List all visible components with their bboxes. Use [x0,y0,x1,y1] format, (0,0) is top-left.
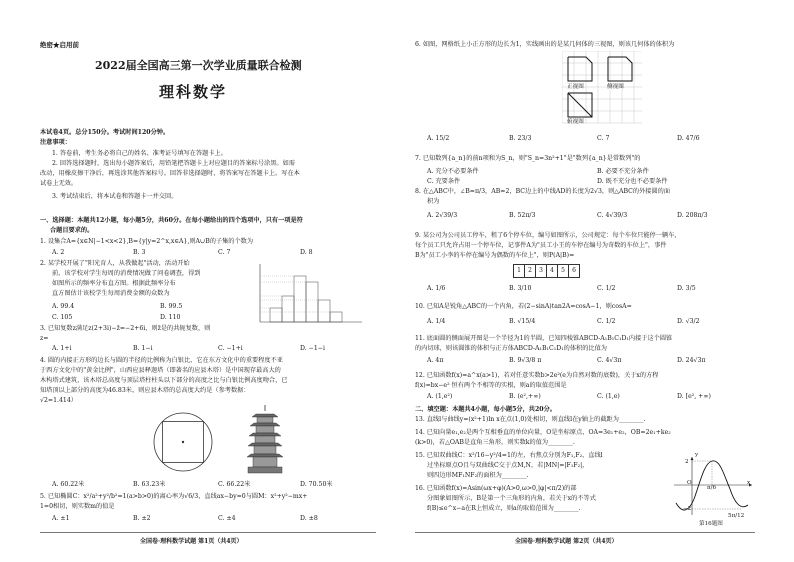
exam-info: 本试卷4页。总分150分。考试时间120分钟。 [40,129,170,136]
q11-option-d[interactable]: D. 24√3π [677,357,706,364]
question-9-line: 9. 某公司为公司员工停车，租了6个停车位，编号如图所示，公司规定：每个车位只能停一辆车， [415,232,681,239]
q9-option-a[interactable]: A. 1/6 [427,285,446,292]
q4-option-b[interactable]: B. 63.23米 [133,481,166,488]
q1-option-c[interactable]: C. 7 [218,249,231,256]
parking-spot: 6 [569,264,580,278]
q5-option-a[interactable]: A. ±1 [52,515,70,522]
question-15-line: 则四边形MF₁NF₂的面积为________. [427,472,529,479]
q6-option-b[interactable]: B. 23/3 [509,135,532,142]
question-6: 6. 如图，网格纸上小正方形的边长为1，实线画出的是某几何体的三视图，则该几何体的体积为 [415,41,675,48]
graph-tick-label: 5π/12 [728,513,745,519]
question-16-line: 16. 已知函数f(x)=Asin(ωx+φ)(A>0,ω>0,|φ|<π/2)的部 [415,485,577,492]
q6-option-c[interactable]: C. 7 [597,135,610,142]
q12-option-c[interactable]: C. (1,e) [597,393,620,400]
page-footer: 全国卷·理科数学试题 第2页（共4页） [515,538,618,545]
notes-heading: 注意事项： [40,139,71,146]
section-choice-heading-2: 合题目要求的。 [50,227,94,234]
q4-option-d[interactable]: D. 70.50米 [300,481,333,488]
page-footer: 全国卷·理科数学试题 第1页（共4页） [140,538,243,545]
question-11-line: 11. 底面圆的侧面展开图是一个半径为1的半圆，已知四棱锥ABCD-A₁B₁C₁D₁内接于这个圆锥 [415,335,673,342]
question-8: 8. 在△ABC中，∠B=π/3，AB=2，BC边上的中线AD的长度为2√3，则△ABC的外接圆的面 [415,188,671,195]
q3-option-d[interactable]: D. −1−i [300,345,325,352]
question-2-line: 2. 某学校开展了"阳光育人，从我做起"活动，活动开始 [40,260,190,267]
question-2-line: 直方图估计该校学生每周消费金额的众数为 [52,290,170,297]
parking-spot: 1 [513,264,525,278]
parking-spots [513,264,580,278]
question-13: 13. 直线l与曲线y=(x²+1)ln x在点(1,0)处相切，则直线l在y轴上的截距为________. [415,416,646,423]
question-16-line: 分图象如图所示，B是第一个三角形的内角，若关于x的不等式 [427,495,596,502]
q6-option-a[interactable]: A. 15/2 [427,135,450,142]
q5-option-b[interactable]: B. ±2 [133,515,151,522]
q9-option-c[interactable]: C. 1/2 [597,285,616,292]
q10-option-c[interactable]: C. 1/2 [597,318,616,325]
q2-option-c[interactable]: C. 105 [52,314,73,321]
q2-option-b[interactable]: B. 99.5 [160,303,183,310]
q11-option-b[interactable]: B. 9√3/8 π [509,357,542,364]
q5-option-d[interactable]: D. ±8 [300,515,318,522]
q10-option-d[interactable]: D. √3/2 [677,318,700,325]
right-page [397,0,794,562]
q10-option-b[interactable]: B. √15/4 [509,318,536,325]
graph-origin-label: O [687,480,692,486]
q3-option-c[interactable]: C. −1+i [218,345,243,352]
pagoda-image [245,405,285,475]
graph-y-label: y [695,452,699,458]
footer-divider [415,532,755,533]
graph-tick-label: π/6 [707,485,717,491]
section-choice-heading: 一、选择题：本题共12小题，每小题5分，共60分。在每小题给出的四个选项中，只有一项是符 [40,217,303,224]
q6-option-d[interactable]: D. 47/6 [677,135,700,142]
q7-option-a[interactable]: A. 充分不必要条件 [427,168,479,175]
q7-option-d[interactable]: D. 既不充分也不必要条件 [597,178,668,185]
graph-min-label: −2 [683,506,692,512]
subject-title: 理科数学 [159,83,228,101]
q12-option-b[interactable]: B. (e²,+∞) [509,393,541,400]
side-view-label: 侧视图 [607,84,624,90]
graph-max-label: 2 [685,459,689,465]
note-line: 试卷上无效。 [40,180,78,187]
question-5-cont: 1=0相切，则实数m的值是 [40,503,115,510]
question-15-line: 过坐标原点O且与双曲线C交于点M,N，若|MN|=|F₁F₂|， [427,462,589,469]
exam-title: 2022届全国高三第一次学业质量联合检测 [95,59,302,72]
q3-option-a[interactable]: A. 1+i [52,345,72,352]
q11-option-a[interactable]: A. 4π [427,357,444,364]
q1-option-b[interactable]: B. 3 [133,249,146,256]
question-2-line: 前，该学校对学生每周的消费情况做了问卷调查，得到 [52,270,201,277]
q11-option-c[interactable]: C. 4√3π [597,357,622,364]
q7-option-c[interactable]: C. 充要条件 [427,178,461,185]
q5-option-c[interactable]: C. ±4 [218,515,236,522]
note-line: 3. 考试结束后，将本试卷和答题卡一并交回。 [52,193,178,200]
q7-option-b[interactable]: B. 必要不充分条件 [597,168,649,175]
q4-option-c[interactable]: C. 66.22米 [218,481,251,488]
secret-label: 绝密★启用前 [40,41,79,49]
parking-spot: 3 [536,264,547,278]
q12-option-d[interactable]: D. [e², +∞) [677,393,711,400]
question-8-cont: 积为 [427,198,440,205]
histogram-figure [248,262,366,328]
front-view-label: 正视图 [567,84,584,90]
q8-option-a[interactable]: A. 2√39/3 [427,212,458,219]
note-line: 改动，用橡皮擦干净后，再选涂其他答案标号。回答非选择题时，将答案写在答题卡上。写在本 [40,170,300,177]
q4-option-a[interactable]: A. 60.22米 [52,481,85,488]
question-4-line: 知塔顶以上部分的高度为46.83米，则应县木塔的总高度大约是（参考数据： [40,387,250,394]
graph-x-label: x [747,480,751,486]
question-7: 7. 已知数列{a_n}的前n项和为S_n，则"S_n=3n²+1"是"数列{a_n}是常数列"的 [415,155,641,162]
q10-option-a[interactable]: A. 1/4 [427,318,446,325]
q2-option-a[interactable]: A. 99.4 [52,303,75,310]
question-2-line: 如图所示的频率分布直方图。根据此频率分布 [52,280,176,287]
q8-option-b[interactable]: B. 52π/3 [509,212,536,219]
circle-square-figure [152,411,214,473]
question-14-line: 14. 已知向量e₁,e₂是两个互相垂直的单位向量，O是坐标原点，OA=3e₁+e₂，OB=2e₁+ke₂ [415,429,671,436]
parking-spot: 5 [558,264,569,278]
q2-option-d[interactable]: D. 110 [160,314,181,321]
graph-caption: 第16题图 [699,521,723,527]
note-line: 2. 回答选择题时，选出每小题答案后，用铅笔把答题卡上对应题目的答案标号涂黑。如需 [52,160,295,167]
question-16-line: f(B)≤e^x−a在R上恒成立，则a的取值范围为________. [427,505,581,512]
q9-option-d[interactable]: D. 3/5 [677,285,696,292]
question-15-line: 15. 已知双曲线C：x²/16−y²/4=1的左，右焦点分别为F₁,F₂，直线l [415,452,603,459]
question-1: 1. 设集合A={x∈N|−1<x<2},B={y|y=2^x,x∈A},则A∪B的子集的个数为 [40,238,254,245]
question-9-line: 每个员工只允许占用一个停车位，记事件A为"员工小王的车停在编号为奇数的车位上"，事件 [415,242,667,249]
parking-spot: 2 [525,264,536,278]
q8-option-c[interactable]: C. 4√39/3 [597,212,628,219]
q8-option-d[interactable]: D. 208π/3 [677,212,708,219]
question-12-line: f(x)=bx−e² 恒有两个不相等的实根，则a的取值范围是 [415,382,567,389]
q9-option-b[interactable]: B. 3/10 [509,285,532,292]
question-14-line: (k>0)，若△OAB是直角三角形，则实数k的值为________. [415,439,575,446]
question-12-line: 12. 已知函数f(x)=a^x(a>1)，若对任意实数b>2e²(e为自然对数的底数)，关于x的方程 [415,372,659,379]
question-3-cont: z= [40,335,49,342]
footer-divider [40,532,376,533]
q1-option-a[interactable]: A. 2 [52,249,65,256]
question-10: 10. 已知A是锐角△ABC的一个内角，若(2−sinA)tan2A=cosA−1，则cosA= [415,303,632,310]
question-4-line: 4. 圆的内接正方形的边长与圆的半径的比例称为白银比，它在东方文化中的重要程度不亚 [40,357,283,364]
q1-option-d[interactable]: D. 8 [300,249,313,256]
q12-option-a[interactable]: A. (1,e²) [427,393,453,400]
parking-spot: 4 [547,264,558,278]
q3-option-b[interactable]: B. 1−i [133,345,153,352]
question-3: 3. 已知复数z满足z(2+3i)−z̄=−2+6i，则z̄是的共轭复数，则 [40,325,211,332]
top-view-label: 俯视图 [567,119,584,125]
question-4-line: √2≈1.414） [40,397,77,404]
question-11-line: 的内切球，则该圆锥的体积与正方体ABCD-A₁B₁C₁D₁的体积的比值为 [415,345,607,352]
note-line: 1. 答卷前，考生务必将自己的姓名、准考证号填写在答题卡上。 [52,150,227,157]
question-9-line: B为"员工小李的车停在编号为偶数的车位上"，则P(A|B)= [415,252,575,259]
question-4-line: 木构塔式建筑，该木塔总高度与顶层塔柱柱头以下部分的高度之比与白银比例高度吻合，已 [40,377,288,384]
section-fill-heading: 二、填空题：本题共4小题，每小题5分，共20分。 [415,406,556,413]
question-4-line: 于西方文化中的"黄金比例"，山西应县释迦塔（即著名的应县木塔）是中国现存最高大的 [40,367,281,374]
question-5: 5. 已知椭圆C：x²/a²+y²/b²=1(a>b>0)的离心率为√6/3，直线ax−by=0与圆M：x²+y²−mx+ [40,493,308,500]
